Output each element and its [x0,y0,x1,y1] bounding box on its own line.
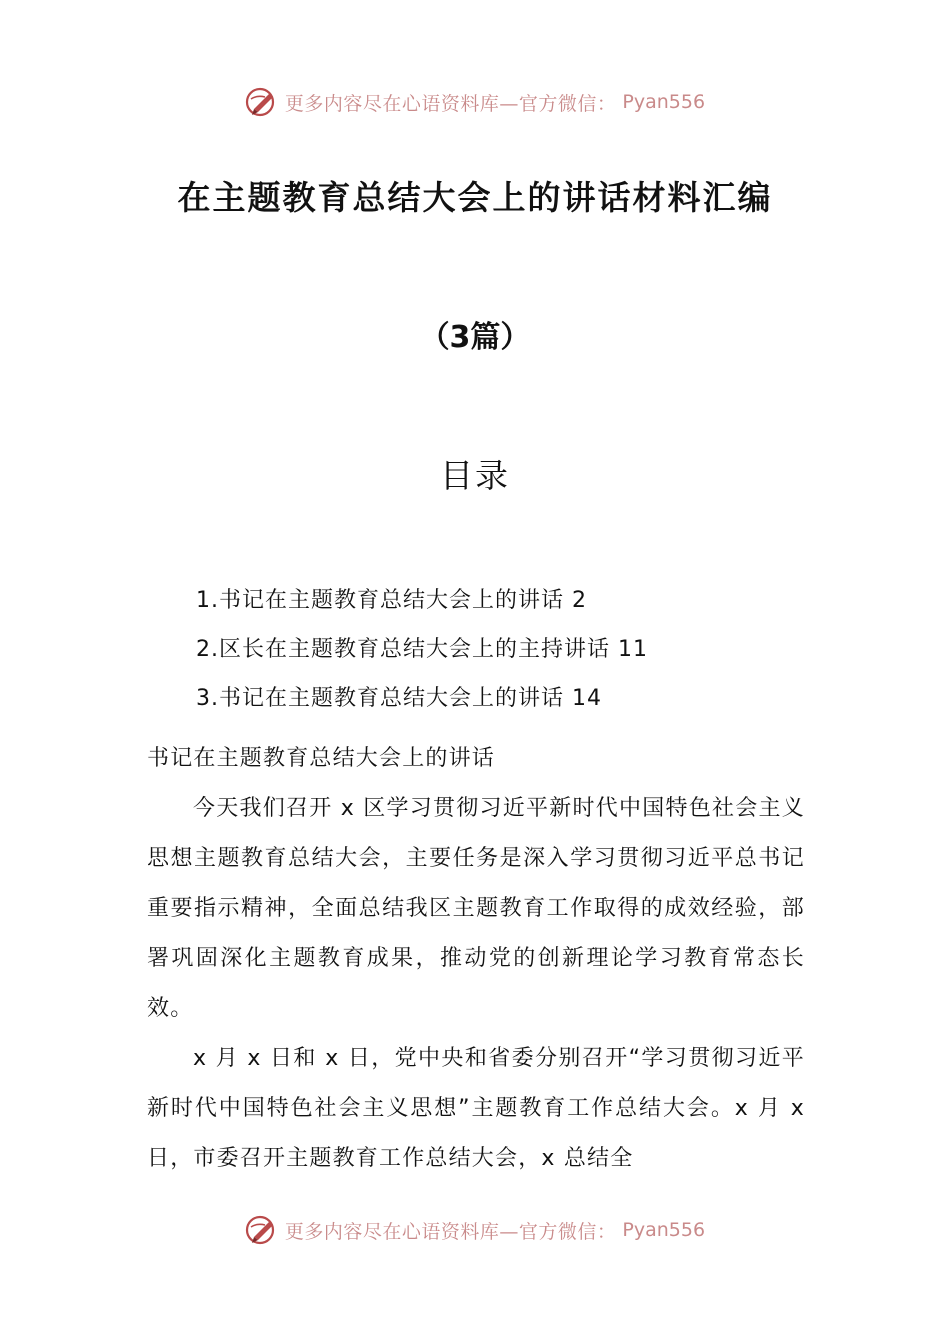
toc-heading: 目录 [440,456,510,495]
section-title: 书记在主题教育总结大会上的讲话 [147,746,496,771]
watermark-banner-top [0,82,950,122]
pen-logo-icon [245,85,279,119]
watermark-banner-bottom [0,1210,950,1250]
watermark-handle: Pyan556 [622,91,706,113]
paragraph: x 月 x 日和 x 日，党中央和省委分别召开“学习贯彻习近平新时代中国特色社会主义思想”主题教育工作总结大会。x 月 x 日，市委召开主题教育工作总结大会，x 总结全 [147,1046,805,1171]
watermark-handle: Pyan556 [622,1219,706,1241]
watermark-text: 更多内容尽在心语资料库—官方微信： [284,92,617,115]
document-body [147,734,805,1184]
document-subtitle: （3篇） [419,320,531,355]
table-of-contents [196,584,648,731]
watermark-content [245,85,705,119]
toc-entry[interactable]: 1.书记在主题教育总结大会上的讲话 2 [196,588,587,613]
toc-entry[interactable]: 3.书记在主题教育总结大会上的讲话 14 [196,686,602,711]
watermark-text: 更多内容尽在心语资料库—官方微信： [284,1220,617,1243]
watermark-content [245,1213,705,1247]
pen-logo-icon [245,1213,279,1247]
document-title: 在主题教育总结大会上的讲话材料汇编 [177,178,773,217]
toc-entry[interactable]: 2.区长在主题教育总结大会上的主持讲话 11 [196,637,648,662]
paragraph: 今天我们召开 x 区学习贯彻习近平新时代中国特色社会主义思想主题教育总结大会，主要任务是深入学习贯彻习近平总书记重要指示精神，全面总结我区主题教育工作取得的成效经验，部署巩固深化主题教育成果，推动党的创新理论学习教育常态长效。 [147,796,805,1021]
